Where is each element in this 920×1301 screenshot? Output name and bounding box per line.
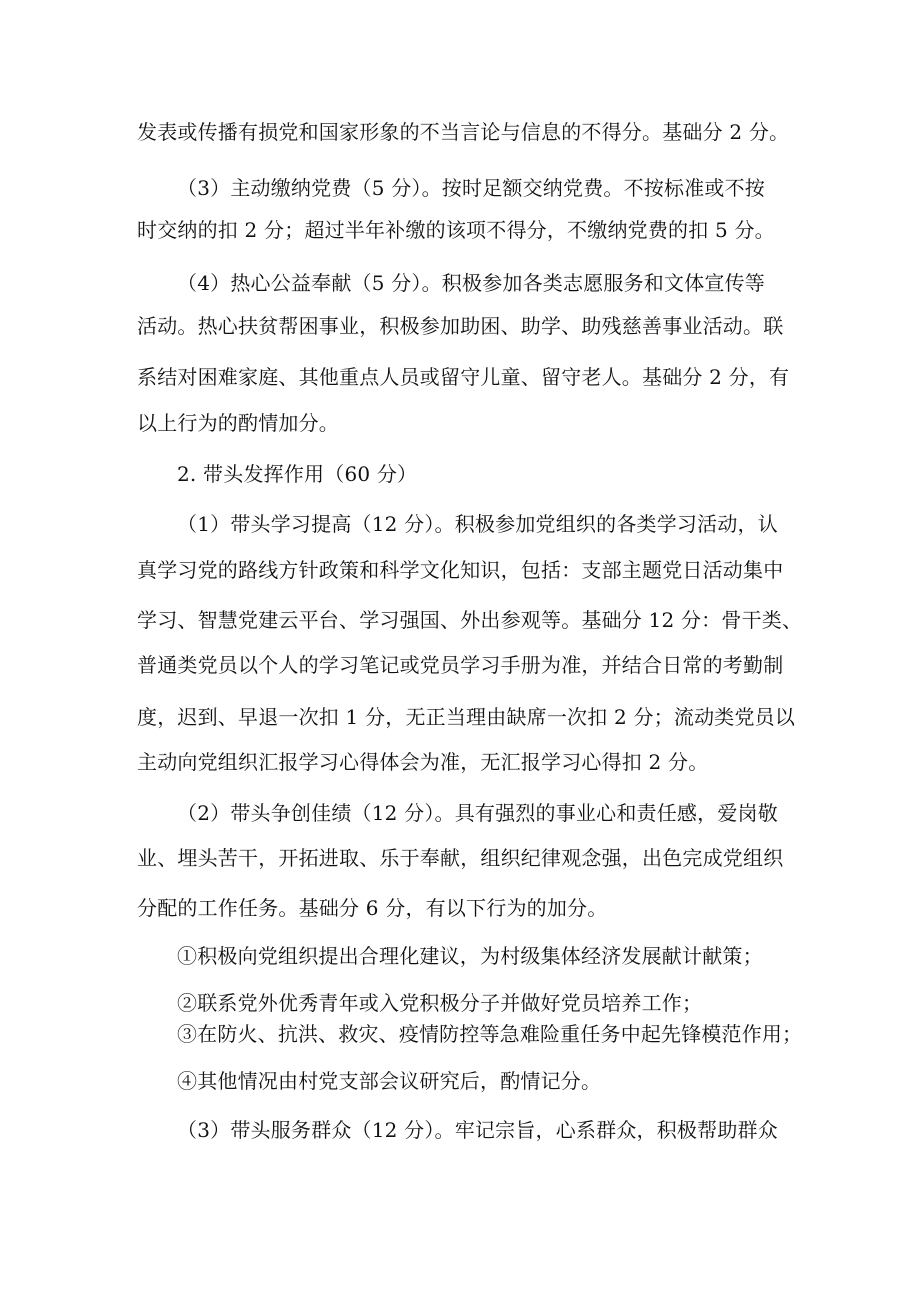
list-item: ④其他情况由村党支部会议研究后，酌情记分。 (177, 1069, 602, 1093)
section-heading: 2. 带头发挥作用（60 分） (177, 462, 418, 486)
paragraph-line: （1）带头学习提高（12 分）。积极参加党组织的各类学习活动，认 (177, 512, 778, 536)
paragraph-line: 主动向党组织汇报学习心得体会为准，无汇报学习心得扣 2 分。 (137, 750, 709, 774)
paragraph-line: 时交纳的扣 2 分；超过半年补缴的该项不得分，不缴纳党费的扣 5 分。 (137, 218, 775, 242)
paragraph-line: 以上行为的酌情加分。 (137, 411, 339, 435)
paragraph-line: （3）主动缴纳党费（5 分）。按时足额交纳党费。不按标准或不按 (177, 176, 766, 200)
paragraph-line: 度，迟到、早退一次扣 1 分，无正当理由缺席一次扣 2 分；流动类党员以 (137, 705, 796, 729)
paragraph-line: 分配的工作任务。基础分 6 分，有以下行为的加分。 (137, 896, 608, 920)
paragraph-line: 发表或传播有损党和国家形象的不当言论与信息的不得分。基础分 2 分。 (137, 120, 790, 144)
list-item: ②联系党外优秀青年或入党积极分子并做好党员培养工作； (177, 991, 703, 1015)
paragraph-line: （4）热心公益奉献（5 分）。积极参加各类志愿服务和文体宣传等 (177, 271, 766, 295)
paragraph-line: 学习、智慧党建云平台、学习强国、外出参观等。基础分 12 分：骨干类、 (137, 608, 803, 632)
paragraph-line: 活动。热心扶贫帮困事业，积极参加助困、助学、助残慈善事业活动。联 (137, 314, 784, 338)
paragraph-line: 系结对困难家庭、其他重点人员或留守儿童、留守老人。基础分 2 分，有 (137, 365, 790, 389)
paragraph-line: 真学习党的路线方针政策和科学文化知识，包括：支部主题党日活动集中 (137, 558, 784, 582)
paragraph-line: （2）带头争创佳绩（12 分）。具有强烈的事业心和责任感，爱岗敬 (177, 801, 778, 825)
paragraph-line: 普通类党员以个人的学习笔记或党员学习手册为准，并结合日常的考勤制 (137, 653, 784, 677)
list-item: ③在防火、抗洪、救灾、疫情防控等急难险重任务中起先锋模范作用； (177, 1022, 803, 1046)
paragraph-line: （3）带头服务群众（12 分）。牢记宗旨，心系群众，积极帮助群众 (177, 1118, 778, 1142)
paragraph-line: 业、埋头苦干，开拓进取、乐于奉献，组织纪律观念强，出色完成党组织 (137, 846, 784, 870)
list-item: ①积极向党组织提出合理化建议，为村级集体经济发展献计献策； (177, 944, 763, 968)
